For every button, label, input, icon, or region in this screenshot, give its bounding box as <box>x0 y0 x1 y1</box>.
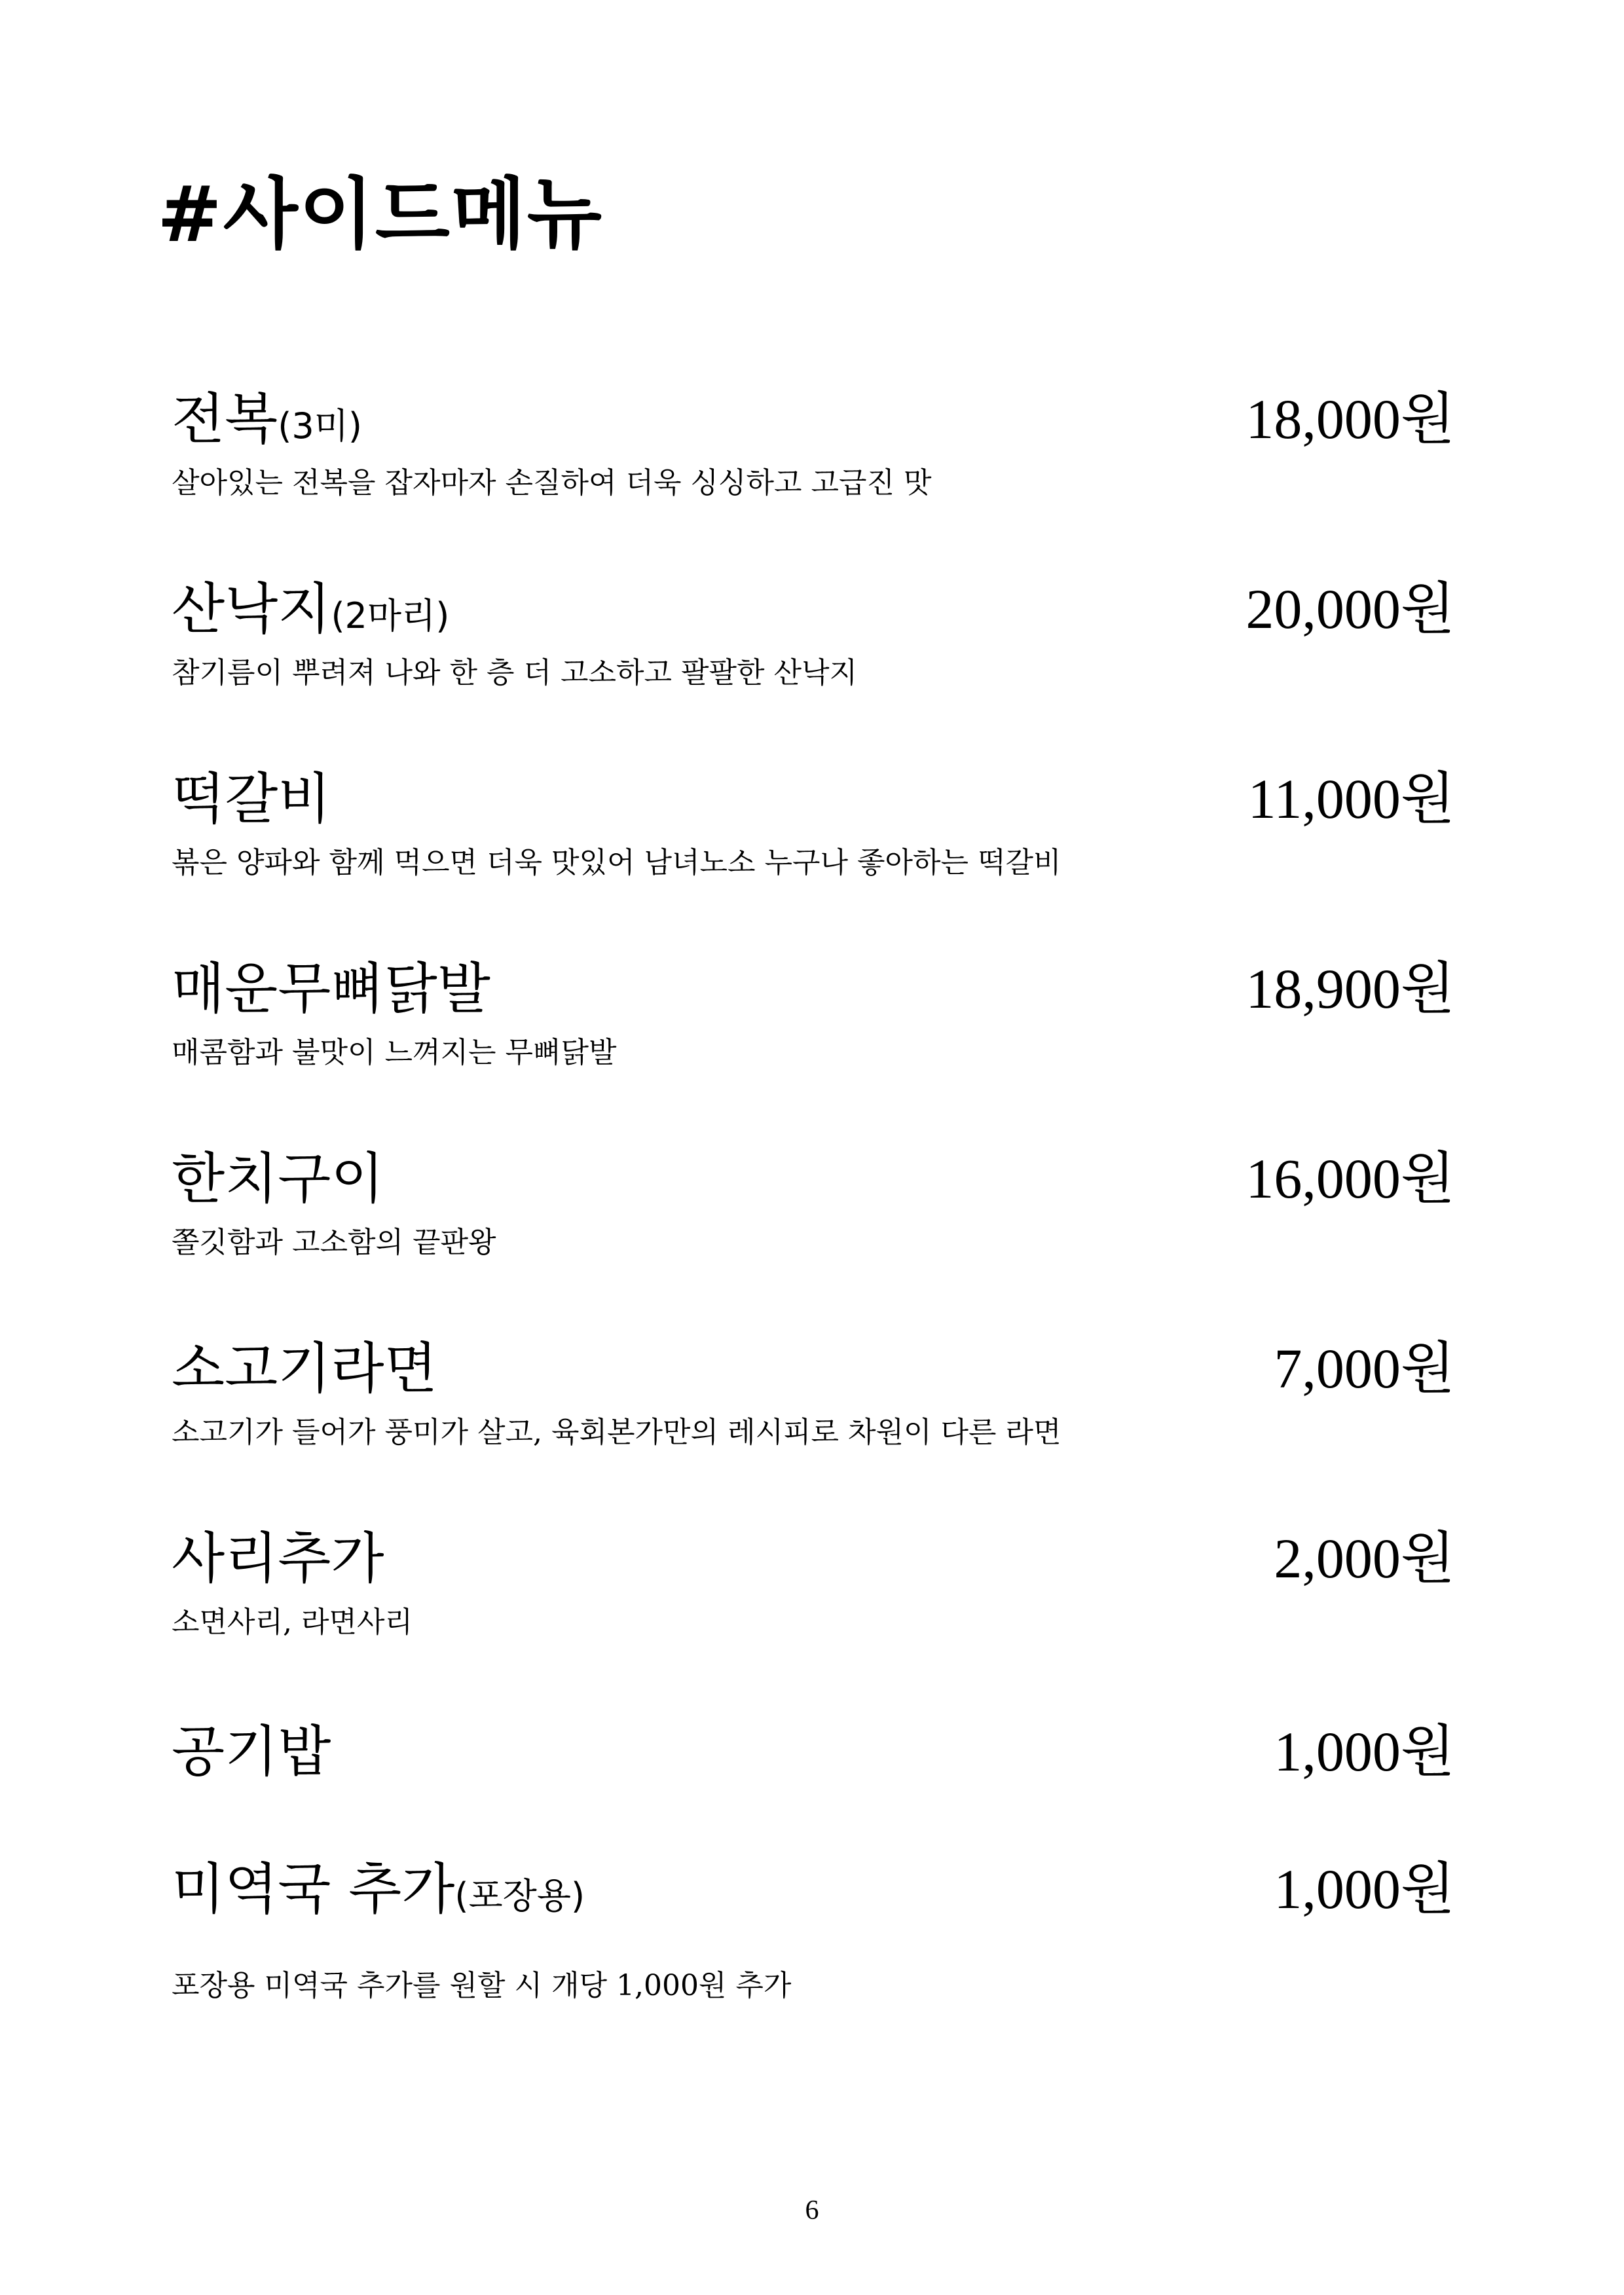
item-description: 볶은 양파와 함께 먹으면 더욱 맛있어 남녀노소 누구나 좋아하는 떡갈비 <box>172 846 1061 879</box>
item-name-text: 떡갈비 <box>172 767 331 831</box>
menu-item <box>172 570 1455 689</box>
item-price: 16,000원 <box>1246 1147 1455 1210</box>
item-description: 참기름이 뿌려져 나와 한 층 더 고소하고 팔팔한 산낙지 <box>172 656 857 689</box>
item-name-text: 미역국 추가 <box>172 1857 455 1921</box>
page-title: #사이드메뉴 <box>157 169 603 259</box>
item-name-text: 사리추가 <box>172 1526 384 1590</box>
item-price: 11,000원 <box>1247 767 1455 830</box>
page-number: 6 <box>805 2195 819 2226</box>
item-name <box>172 1850 585 1936</box>
item-price: 18,900원 <box>1246 957 1455 1020</box>
item-name <box>172 1329 437 1415</box>
item-name <box>172 1712 331 1798</box>
item-price: 20,000원 <box>1246 578 1455 640</box>
menu-item <box>172 1329 1455 1449</box>
item-name-note: (포장용) <box>454 1875 585 1917</box>
item-name <box>172 949 490 1035</box>
item-name <box>172 570 449 655</box>
item-name-text: 산낙지 <box>172 577 331 641</box>
item-name <box>172 380 362 466</box>
item-name <box>172 760 331 845</box>
item-price: 1,000원 <box>1274 1858 1455 1920</box>
menu-item <box>172 1712 1455 1791</box>
item-description: 소고기가 들어가 풍미가 살고, 육회본가만의 레시피로 차원이 다른 라면 <box>172 1416 1061 1449</box>
item-description: 매콤함과 불맛이 느껴지는 무뼈닭발 <box>172 1036 617 1069</box>
item-description: 살아있는 전복을 잡자마자 손질하여 더욱 싱싱하고 고급진 맛 <box>172 466 932 500</box>
item-description: 쫄깃함과 고소함의 끝판왕 <box>172 1226 496 1259</box>
item-name-note: (2마리) <box>331 595 450 636</box>
item-description: 포장용 미역국 추가를 원할 시 개당 1,000원 추가 <box>172 1969 792 2002</box>
item-name-text: 한치구이 <box>172 1147 384 1211</box>
item-price: 7,000원 <box>1274 1337 1455 1400</box>
item-price: 18,000원 <box>1246 388 1455 450</box>
item-description: 소면사리, 라면사리 <box>172 1606 413 1639</box>
item-price: 1,000원 <box>1274 1720 1455 1783</box>
menu-item <box>172 380 1455 500</box>
item-name-note: (3미) <box>278 405 362 447</box>
item-name-text: 소고기라면 <box>172 1336 437 1401</box>
menu-item <box>172 1139 1455 1259</box>
item-name <box>172 1519 384 1605</box>
menu-item <box>172 1850 1455 2002</box>
item-name-text: 매운무뼈닭발 <box>172 957 490 1021</box>
menu-item <box>172 1519 1455 1639</box>
menu-item <box>172 949 1455 1069</box>
menu-item <box>172 760 1455 879</box>
item-name-text: 전복 <box>172 387 278 451</box>
item-price: 2,000원 <box>1274 1527 1455 1590</box>
item-name-text: 공기밥 <box>172 1719 331 1784</box>
item-name <box>172 1139 384 1225</box>
